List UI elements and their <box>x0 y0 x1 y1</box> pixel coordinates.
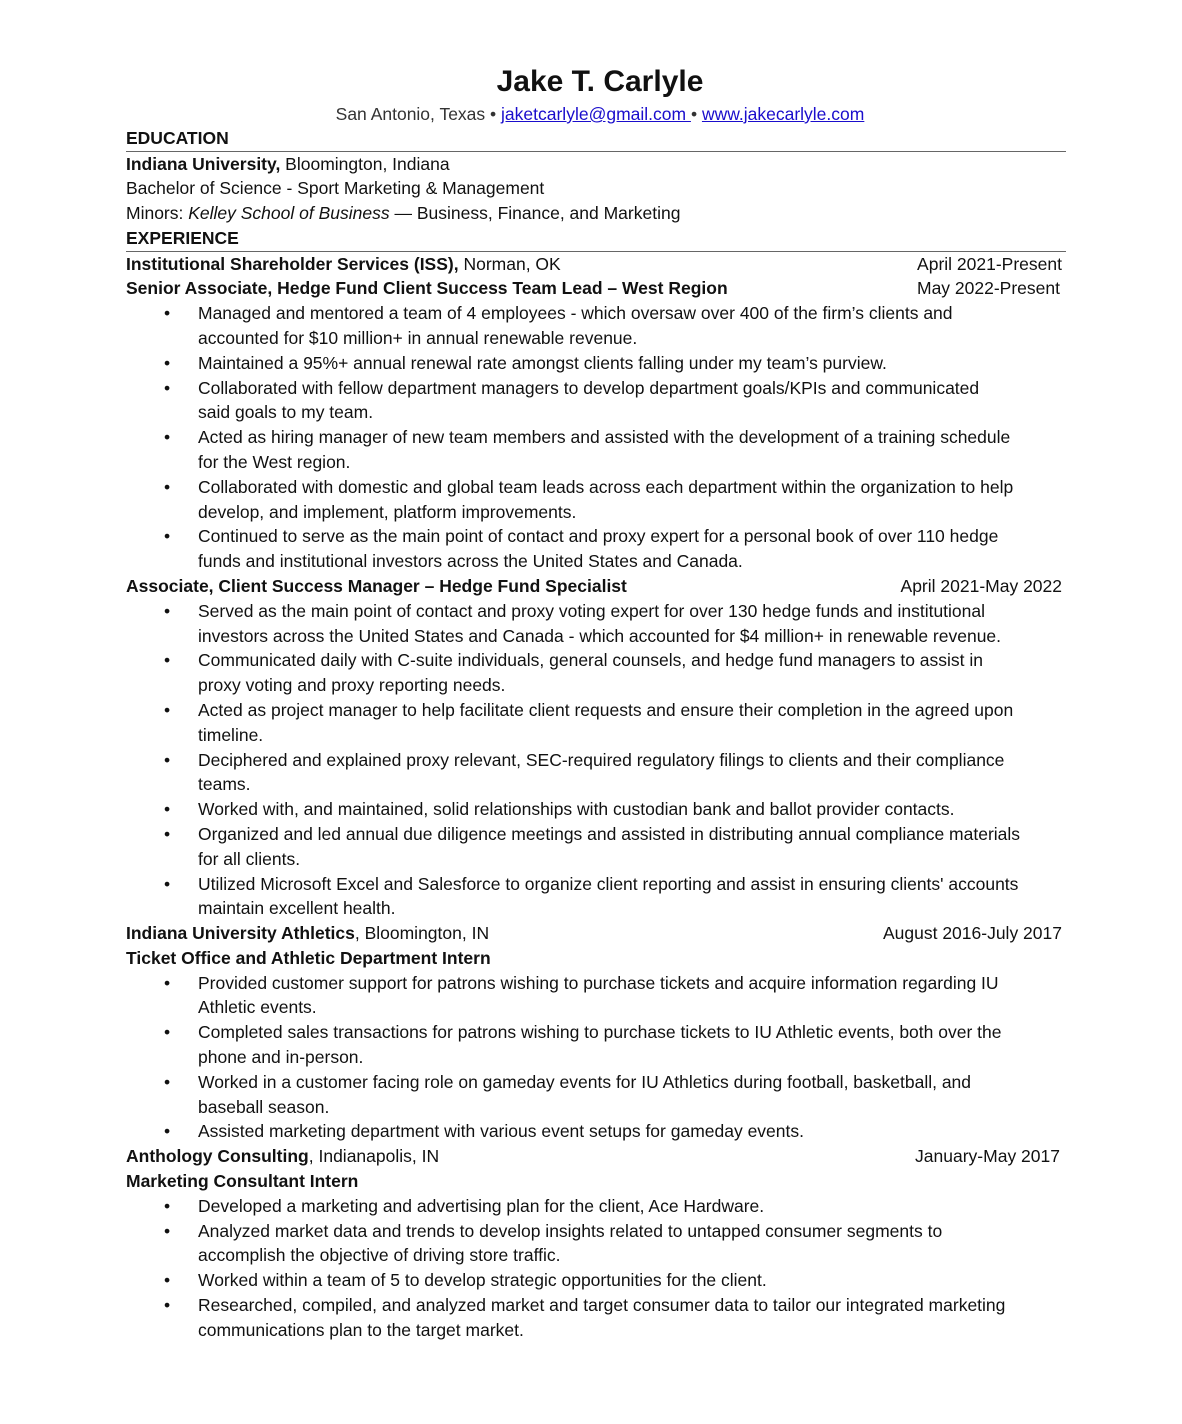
bullet-text: Organized and led annual due diligence meetings and assisted in distributing annual compliance materials <box>198 823 1021 844</box>
experience-heading: EXPERIENCE <box>126 226 1066 252</box>
minors-line <box>126 201 1066 226</box>
employer-location: , Indianapolis, IN <box>308 1146 440 1167</box>
bullet-text: timeline. <box>198 724 264 745</box>
bullet-item <box>126 797 1066 822</box>
bullet-icon: • <box>164 972 171 993</box>
bullet-text: Collaborated with domestic and global team leads across each department within the organization to help <box>198 476 1014 497</box>
employer-info <box>126 1144 439 1169</box>
bullet-icon: • <box>164 650 171 671</box>
employer-dates: August 2016-July 2017 <box>882 923 1062 944</box>
bullet-text: for all clients. <box>198 848 301 869</box>
contact-line <box>126 102 1066 126</box>
separator: • <box>485 104 502 124</box>
bullet-item <box>126 1070 1066 1120</box>
bullet-text: Communicated daily with C-suite individuals, general counsels, and hedge fund managers to assist in <box>198 650 984 671</box>
employer-location: , Bloomington, IN <box>354 923 490 944</box>
bullet-text: for the West region. <box>198 451 351 472</box>
bullet-text: said goals to my team. <box>198 402 374 423</box>
bullet-text: phone and in-person. <box>198 1047 364 1068</box>
bullet-text: proxy voting and proxy reporting needs. <box>198 675 506 696</box>
education-heading: EDUCATION <box>126 126 1066 152</box>
role-title: Ticket Office and Athletic Department Intern <box>126 947 491 968</box>
bullet-item <box>126 1194 1066 1219</box>
bullet-text: Managed and mentored a team of 4 employees - which oversaw over 400 of the firm’s clients and <box>198 303 953 324</box>
bullet-item <box>126 698 1066 748</box>
bullet-item <box>126 971 1066 1021</box>
bullet-text: investors across the United States and Canada - which accounted for $4 million+ in renewable revenue. <box>198 625 1002 646</box>
bullet-text: accounted for $10 million+ in annual renewable revenue. <box>198 327 638 348</box>
employer-info <box>126 252 561 277</box>
bullet-text: Researched, compiled, and analyzed market and target consumer data to tailor our integrated marketing <box>198 1295 1006 1316</box>
bullet-icon: • <box>164 799 171 820</box>
bullet-text: Developed a marketing and advertising plan for the client, Ace Hardware. <box>198 1195 765 1216</box>
bullet-text: Worked within a team of 5 to develop strategic opportunities for the client. <box>198 1270 767 1291</box>
bullet-text: Acted as hiring manager of new team members and assisted with the development of a training schedule <box>198 427 1011 448</box>
bullet-text: Served as the main point of contact and proxy voting expert for over 130 hedge funds and institutional <box>198 600 986 621</box>
bullet-text: Worked with, and maintained, solid relationships with custodian bank and ballot provider contacts. <box>198 799 955 820</box>
bullet-item <box>126 648 1066 698</box>
bullet-text: Completed sales transactions for patrons wishing to purchase tickets to IU Athletic events, both over the <box>198 1022 1002 1043</box>
employer-dates: January-May 2017 <box>915 1146 1060 1167</box>
bullet-icon: • <box>164 1071 171 1092</box>
bullet-icon: • <box>164 377 171 398</box>
bullet-text: funds and institutional investors across the United States and Canada. <box>198 551 743 572</box>
bullet-text: Maintained a 95%+ annual renewal rate amongst clients falling under my team’s purview. <box>198 352 887 373</box>
bullet-icon: • <box>164 526 171 547</box>
bullet-icon: • <box>164 1121 171 1142</box>
bullet-item <box>126 1119 1066 1144</box>
bullet-text: Utilized Microsoft Excel and Salesforce to organize client reporting and assist in ensuring clients' accounts <box>198 873 1019 894</box>
bullet-item <box>126 872 1066 922</box>
bullet-item <box>126 425 1066 475</box>
bullet-text: develop, and implement, platform improvements. <box>198 501 577 522</box>
employer-name: Anthology Consulting <box>126 1146 309 1167</box>
role-title: Associate, Client Success Manager – Hedge Fund Specialist <box>126 575 627 596</box>
bullet-item <box>126 1219 1066 1269</box>
bullet-text: accomplish the objective of driving store traffic. <box>198 1245 561 1266</box>
separator: • <box>690 104 702 124</box>
employer-name: Indiana University Athletics <box>126 923 355 944</box>
bullet-icon: • <box>164 873 171 894</box>
resume-page <box>126 62 1066 1343</box>
bullet-icon: • <box>164 427 171 448</box>
bullet-icon: • <box>164 1022 171 1043</box>
bullet-text: teams. <box>198 774 251 795</box>
bullet-icon: • <box>164 1195 171 1216</box>
bullet-icon: • <box>164 352 171 373</box>
bullet-text: Deciphered and explained proxy relevant, SEC-required regulatory filings to clients and their compliance <box>198 749 1005 770</box>
bullet-item <box>126 376 1066 426</box>
bullet-text: Continued to serve as the main point of contact and proxy expert for a personal book of over 110 hedge <box>198 526 999 547</box>
bullet-text: baseball season. <box>198 1096 330 1117</box>
website-link[interactable]: www.jakecarlyle.com <box>701 104 865 124</box>
bullet-text: communications plan to the target market. <box>198 1319 524 1340</box>
minors-prefix: Minors: <box>126 203 189 224</box>
employer-row-anthology <box>126 1144 1066 1169</box>
bullet-icon: • <box>164 823 171 844</box>
minors-school: Kelley School of Business <box>188 203 390 224</box>
employer-name: Institutional Shareholder Services (ISS), <box>126 253 459 274</box>
bullet-item <box>126 1268 1066 1293</box>
bullet-icon: • <box>164 476 171 497</box>
bullet-text: maintain excellent health. <box>198 898 396 919</box>
employer-dates: April 2021-Present <box>917 253 1062 274</box>
bullet-item <box>126 1020 1066 1070</box>
role-dates: May 2022-Present <box>917 278 1060 299</box>
school-line <box>126 152 1066 177</box>
bullet-text: Acted as project manager to help facilitate client requests and ensure their completion in the agreed upon <box>198 699 1014 720</box>
bullet-icon: • <box>164 303 171 324</box>
bullet-item <box>126 822 1066 872</box>
degree-line: Bachelor of Science - Sport Marketing & Management <box>126 178 545 199</box>
bullet-item <box>126 748 1066 798</box>
candidate-name: Jake T. Carlyle <box>496 65 704 98</box>
bullet-icon: • <box>164 600 171 621</box>
bullet-text: Worked in a customer facing role on gameday events for IU Athletics during football, basketball, and <box>198 1071 972 1092</box>
bullet-item <box>126 301 1066 351</box>
role-title: Marketing Consultant Intern <box>126 1171 359 1192</box>
role-title: Senior Associate, Hedge Fund Client Success Team Lead – West Region <box>126 278 728 299</box>
bullet-list <box>126 1194 1066 1343</box>
bullet-icon: • <box>164 699 171 720</box>
bullet-text: Provided customer support for patrons wishing to purchase tickets and acquire information regarding IU <box>198 972 999 993</box>
employer-row-iss <box>126 252 1066 277</box>
bullet-icon: • <box>164 1270 171 1291</box>
employer-row-iu <box>126 921 1066 946</box>
bullet-item <box>126 351 1066 376</box>
bullet-list <box>126 971 1066 1145</box>
location-text: San Antonio, Texas <box>335 104 486 124</box>
bullet-item <box>126 475 1066 525</box>
bullet-icon: • <box>164 749 171 770</box>
minors-suffix: — Business, Finance, and Marketing <box>389 203 681 224</box>
email-link[interactable]: jaketcarlyle@gmail.com <box>501 104 691 124</box>
school-location: Bloomington, Indiana <box>280 153 450 174</box>
bullet-list <box>126 301 1066 574</box>
bullet-item <box>126 599 1066 649</box>
bullet-icon: • <box>164 1220 171 1241</box>
role-dates: April 2021-May 2022 <box>900 575 1062 596</box>
school-name: Indiana University, <box>126 153 281 174</box>
employer-location: Norman, OK <box>458 253 561 274</box>
employer-info <box>126 921 489 946</box>
bullet-icon: • <box>164 1295 171 1316</box>
role-row-senior <box>126 276 1066 301</box>
bullet-item <box>126 524 1066 574</box>
bullet-item <box>126 1293 1066 1343</box>
role-row-associate <box>126 574 1066 599</box>
bullet-text: Analyzed market data and trends to develop insights related to untapped consumer segments to <box>198 1220 943 1241</box>
bullet-list <box>126 599 1066 921</box>
bullet-text: Assisted marketing department with various event setups for gameday events. <box>198 1121 804 1142</box>
bullet-text: Athletic events. <box>198 997 317 1018</box>
bullet-text: Collaborated with fellow department managers to develop department goals/KPIs and communicated <box>198 377 980 398</box>
